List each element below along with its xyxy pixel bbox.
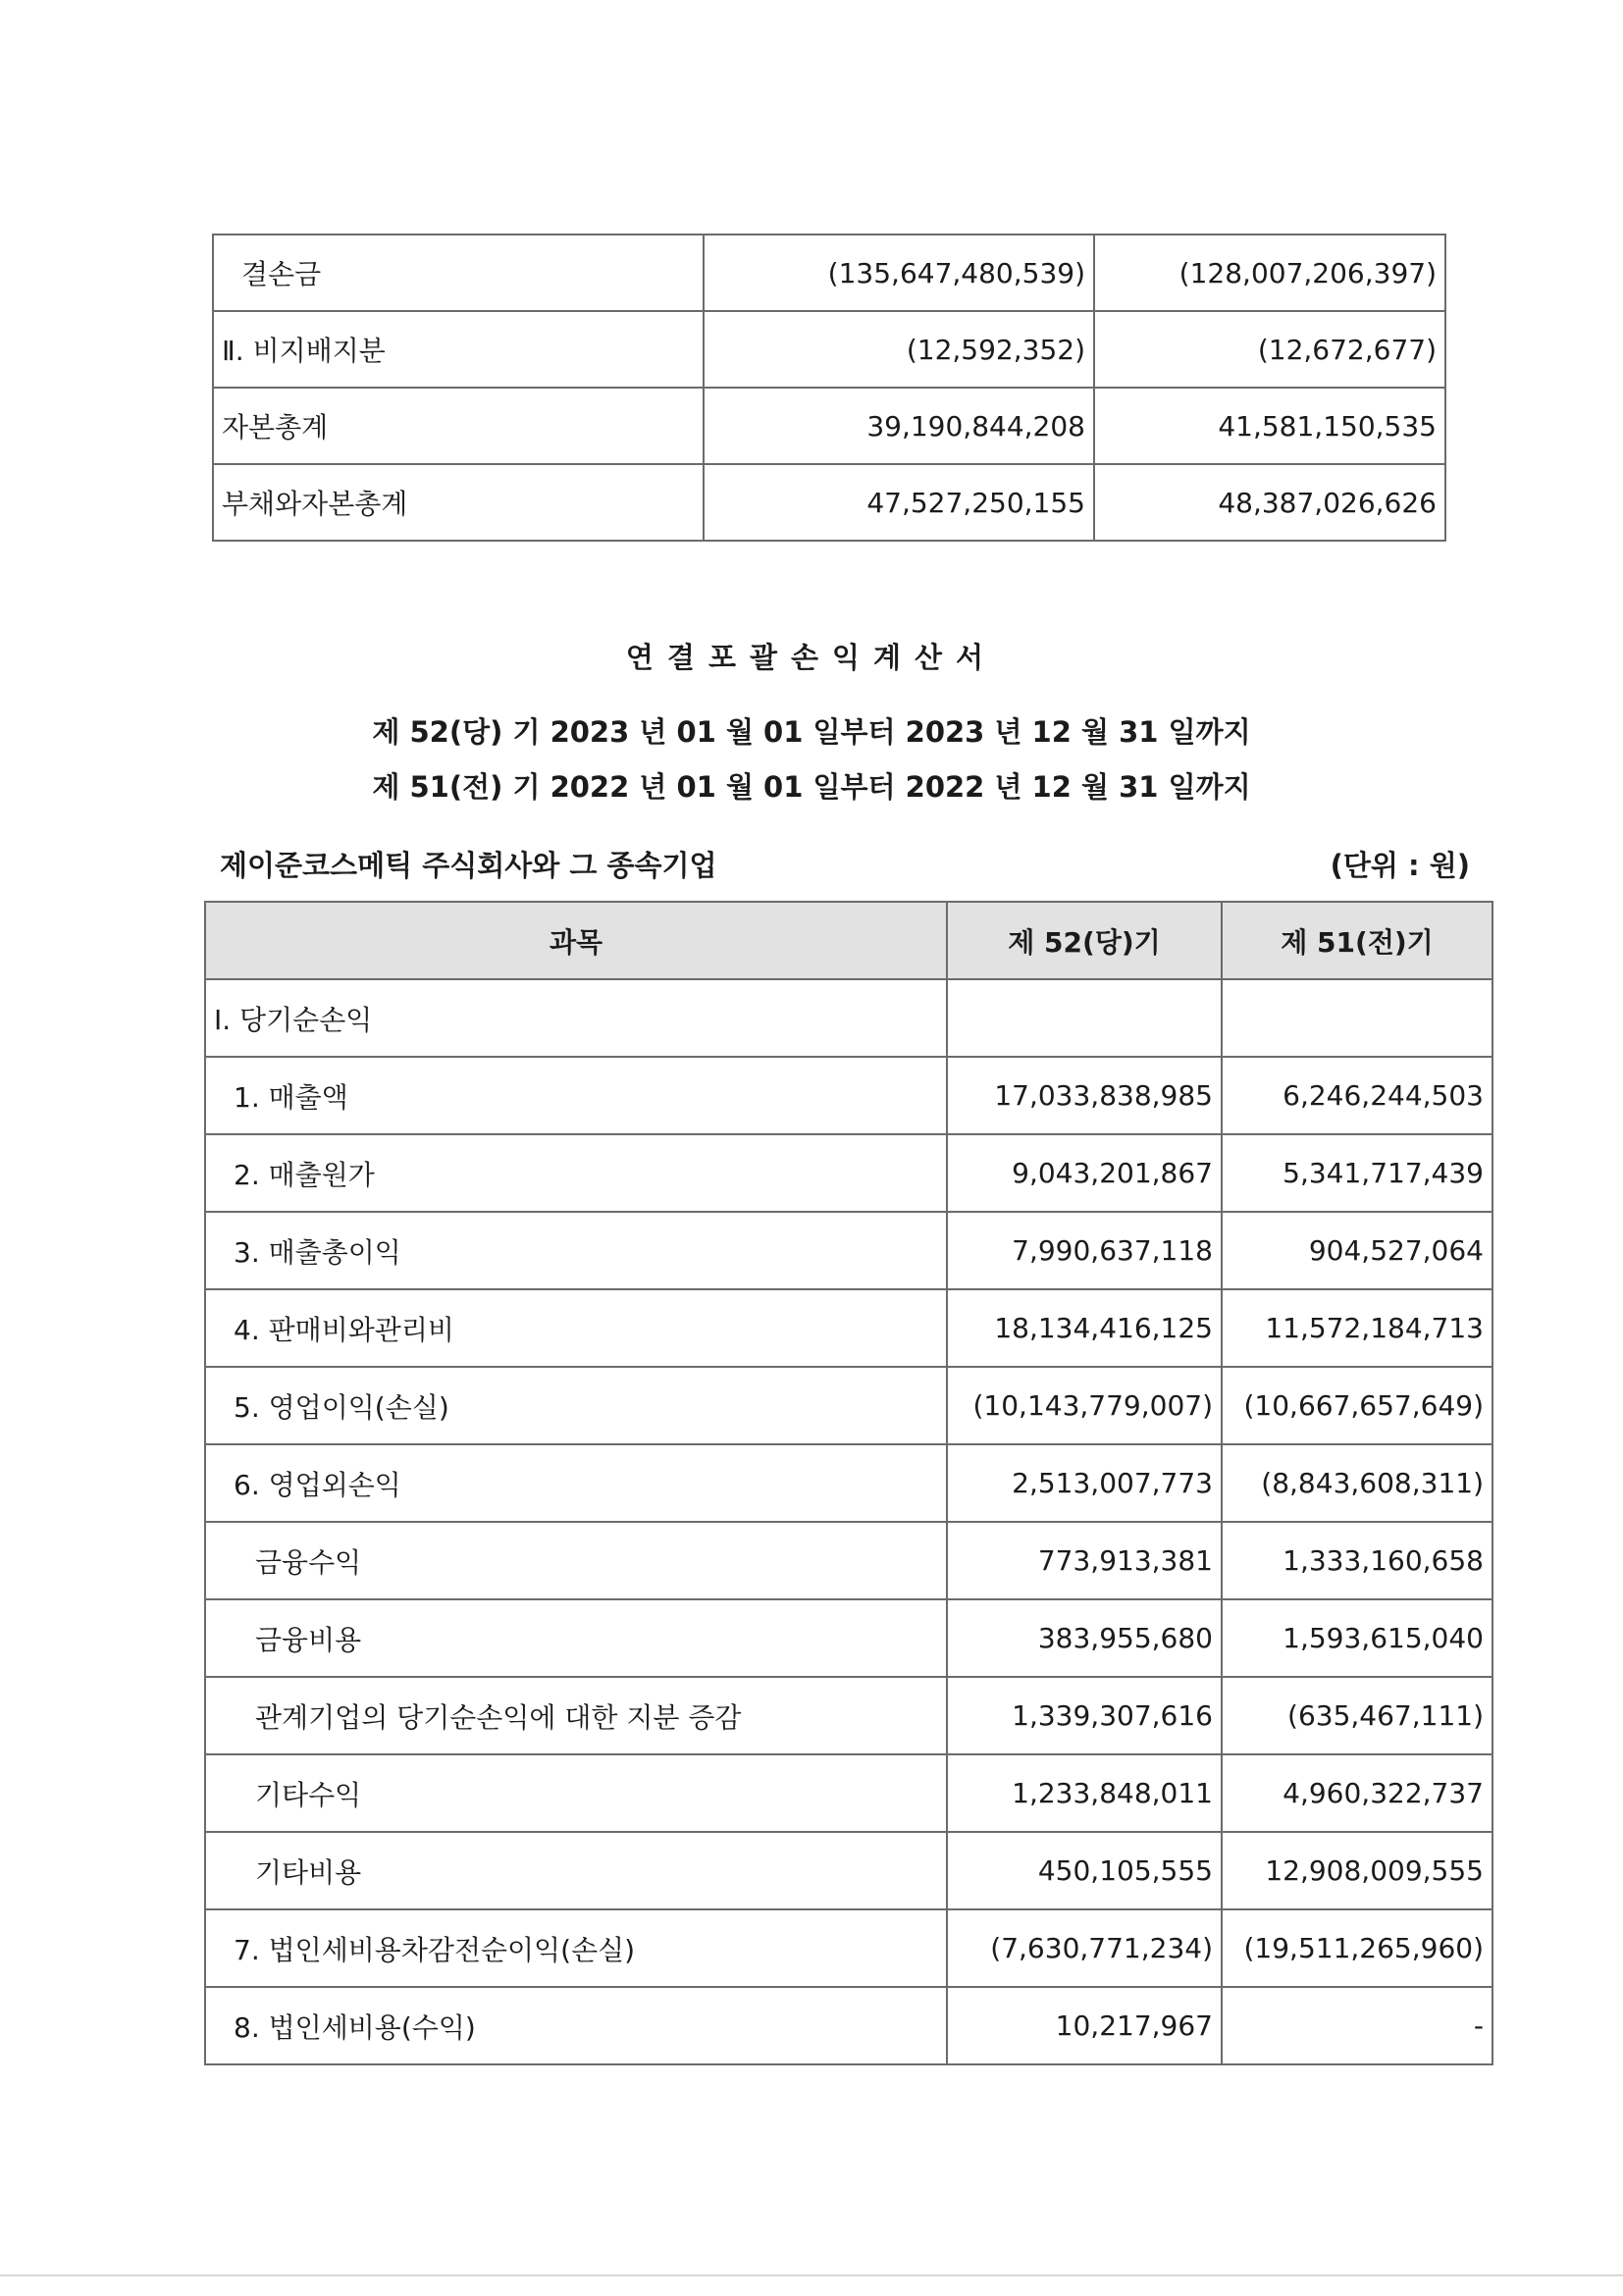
prior-value: 904,527,064 [1222,1212,1492,1289]
table-row [205,1909,1492,1987]
row-label: 8. 법인세비용(수익) [205,1987,947,2064]
table-row [205,1754,1492,1832]
row-label: 기타수익 [205,1754,947,1832]
current-value: (10,143,779,007) [947,1367,1222,1444]
row-label: 6. 영업외손익 [205,1444,947,1522]
row-label: 3. 매출총이익 [205,1212,947,1289]
row-label: 기타비용 [205,1832,947,1909]
current-value: 383,955,680 [947,1599,1222,1677]
prior-value: 4,960,322,737 [1222,1754,1492,1832]
table-row [205,1599,1492,1677]
row-label: Ⅰ. 당기순손익 [205,979,947,1057]
current-value: 2,513,007,773 [947,1444,1222,1522]
current-value: 18,134,416,125 [947,1289,1222,1367]
current-value: 1,339,307,616 [947,1677,1222,1754]
current-value: 10,217,967 [947,1987,1222,2064]
table-row [205,1444,1492,1522]
table-row [205,1289,1492,1367]
row-label: 4. 판매비와관리비 [205,1289,947,1367]
header-prior-period: 제 51(전)기 [1222,902,1492,979]
current-value: 1,233,848,011 [947,1754,1222,1832]
prior-value: (10,667,657,649) [1222,1367,1492,1444]
row-label: 5. 영업이익(손실) [205,1367,947,1444]
prior-value: (19,511,265,960) [1222,1909,1492,1987]
table-row [205,1367,1492,1444]
prior-value: 5,341,717,439 [1222,1134,1492,1212]
table-row [205,1522,1492,1599]
row-label: 자본총계 [213,388,704,464]
income-statement-table [204,901,1493,2065]
table-row [205,1212,1492,1289]
prior-value: (12,672,677) [1094,311,1445,388]
prior-value [1222,979,1492,1057]
unit-label: (단위 : 원) [1330,849,1470,882]
current-value [947,979,1222,1057]
prior-value: 48,387,026,626 [1094,464,1445,541]
table-row [205,1677,1492,1754]
row-label: 관계기업의 당기순손익에 대한 지분 증감 [205,1677,947,1754]
current-value: 9,043,201,867 [947,1134,1222,1212]
table-row [205,979,1492,1057]
current-value: (135,647,480,539) [704,235,1094,311]
prior-value: 6,246,244,503 [1222,1057,1492,1134]
current-value: (12,592,352) [704,311,1094,388]
row-label: 2. 매출원가 [205,1134,947,1212]
row-label: 금융수익 [205,1522,947,1599]
row-label: 1. 매출액 [205,1057,947,1134]
current-period: 제 52(당) 기 2023 년 01 월 01 일부터 2023 년 12 월 31 일까지 [372,715,1251,749]
current-value: 47,527,250,155 [704,464,1094,541]
company-name: 제이준코스메틱 주식회사와 그 종속기업 [220,849,717,882]
prior-value: 1,333,160,658 [1222,1522,1492,1599]
prior-value: 12,908,009,555 [1222,1832,1492,1909]
header-account: 과목 [205,902,947,979]
prior-value: 11,572,184,713 [1222,1289,1492,1367]
table-row [213,388,1445,464]
row-label: 금융비용 [205,1599,947,1677]
table-row [213,235,1445,311]
prior-value: 41,581,150,535 [1094,388,1445,464]
current-value: 773,913,381 [947,1522,1222,1599]
table-row [205,1987,1492,2064]
prior-period: 제 51(전) 기 2022 년 01 월 01 일부터 2022 년 12 월 31 일까지 [372,770,1251,804]
table-header-row [205,902,1492,979]
table-row [213,311,1445,388]
prior-value: (128,007,206,397) [1094,235,1445,311]
table-row [205,1134,1492,1212]
statement-title: 연결포괄손익계산서 [625,641,998,674]
table-row [213,464,1445,541]
row-label: 7. 법인세비용차감전순이익(손실) [205,1909,947,1987]
current-value: (7,630,771,234) [947,1909,1222,1987]
prior-value: (635,467,111) [1222,1677,1492,1754]
prior-value: - [1222,1987,1492,2064]
current-value: 7,990,637,118 [947,1212,1222,1289]
table-row [205,1832,1492,1909]
row-label: 부채와자본총계 [213,464,704,541]
row-label: Ⅱ. 비지배지분 [213,311,704,388]
balance-sheet-continuation-table [212,234,1446,542]
prior-value: (8,843,608,311) [1222,1444,1492,1522]
row-label: 결손금 [213,235,704,311]
prior-value: 1,593,615,040 [1222,1599,1492,1677]
current-value: 39,190,844,208 [704,388,1094,464]
current-value: 17,033,838,985 [947,1057,1222,1134]
header-current-period: 제 52(당)기 [947,902,1222,979]
table-row [205,1057,1492,1134]
current-value: 450,105,555 [947,1832,1222,1909]
page-bottom-divider [0,2274,1623,2276]
